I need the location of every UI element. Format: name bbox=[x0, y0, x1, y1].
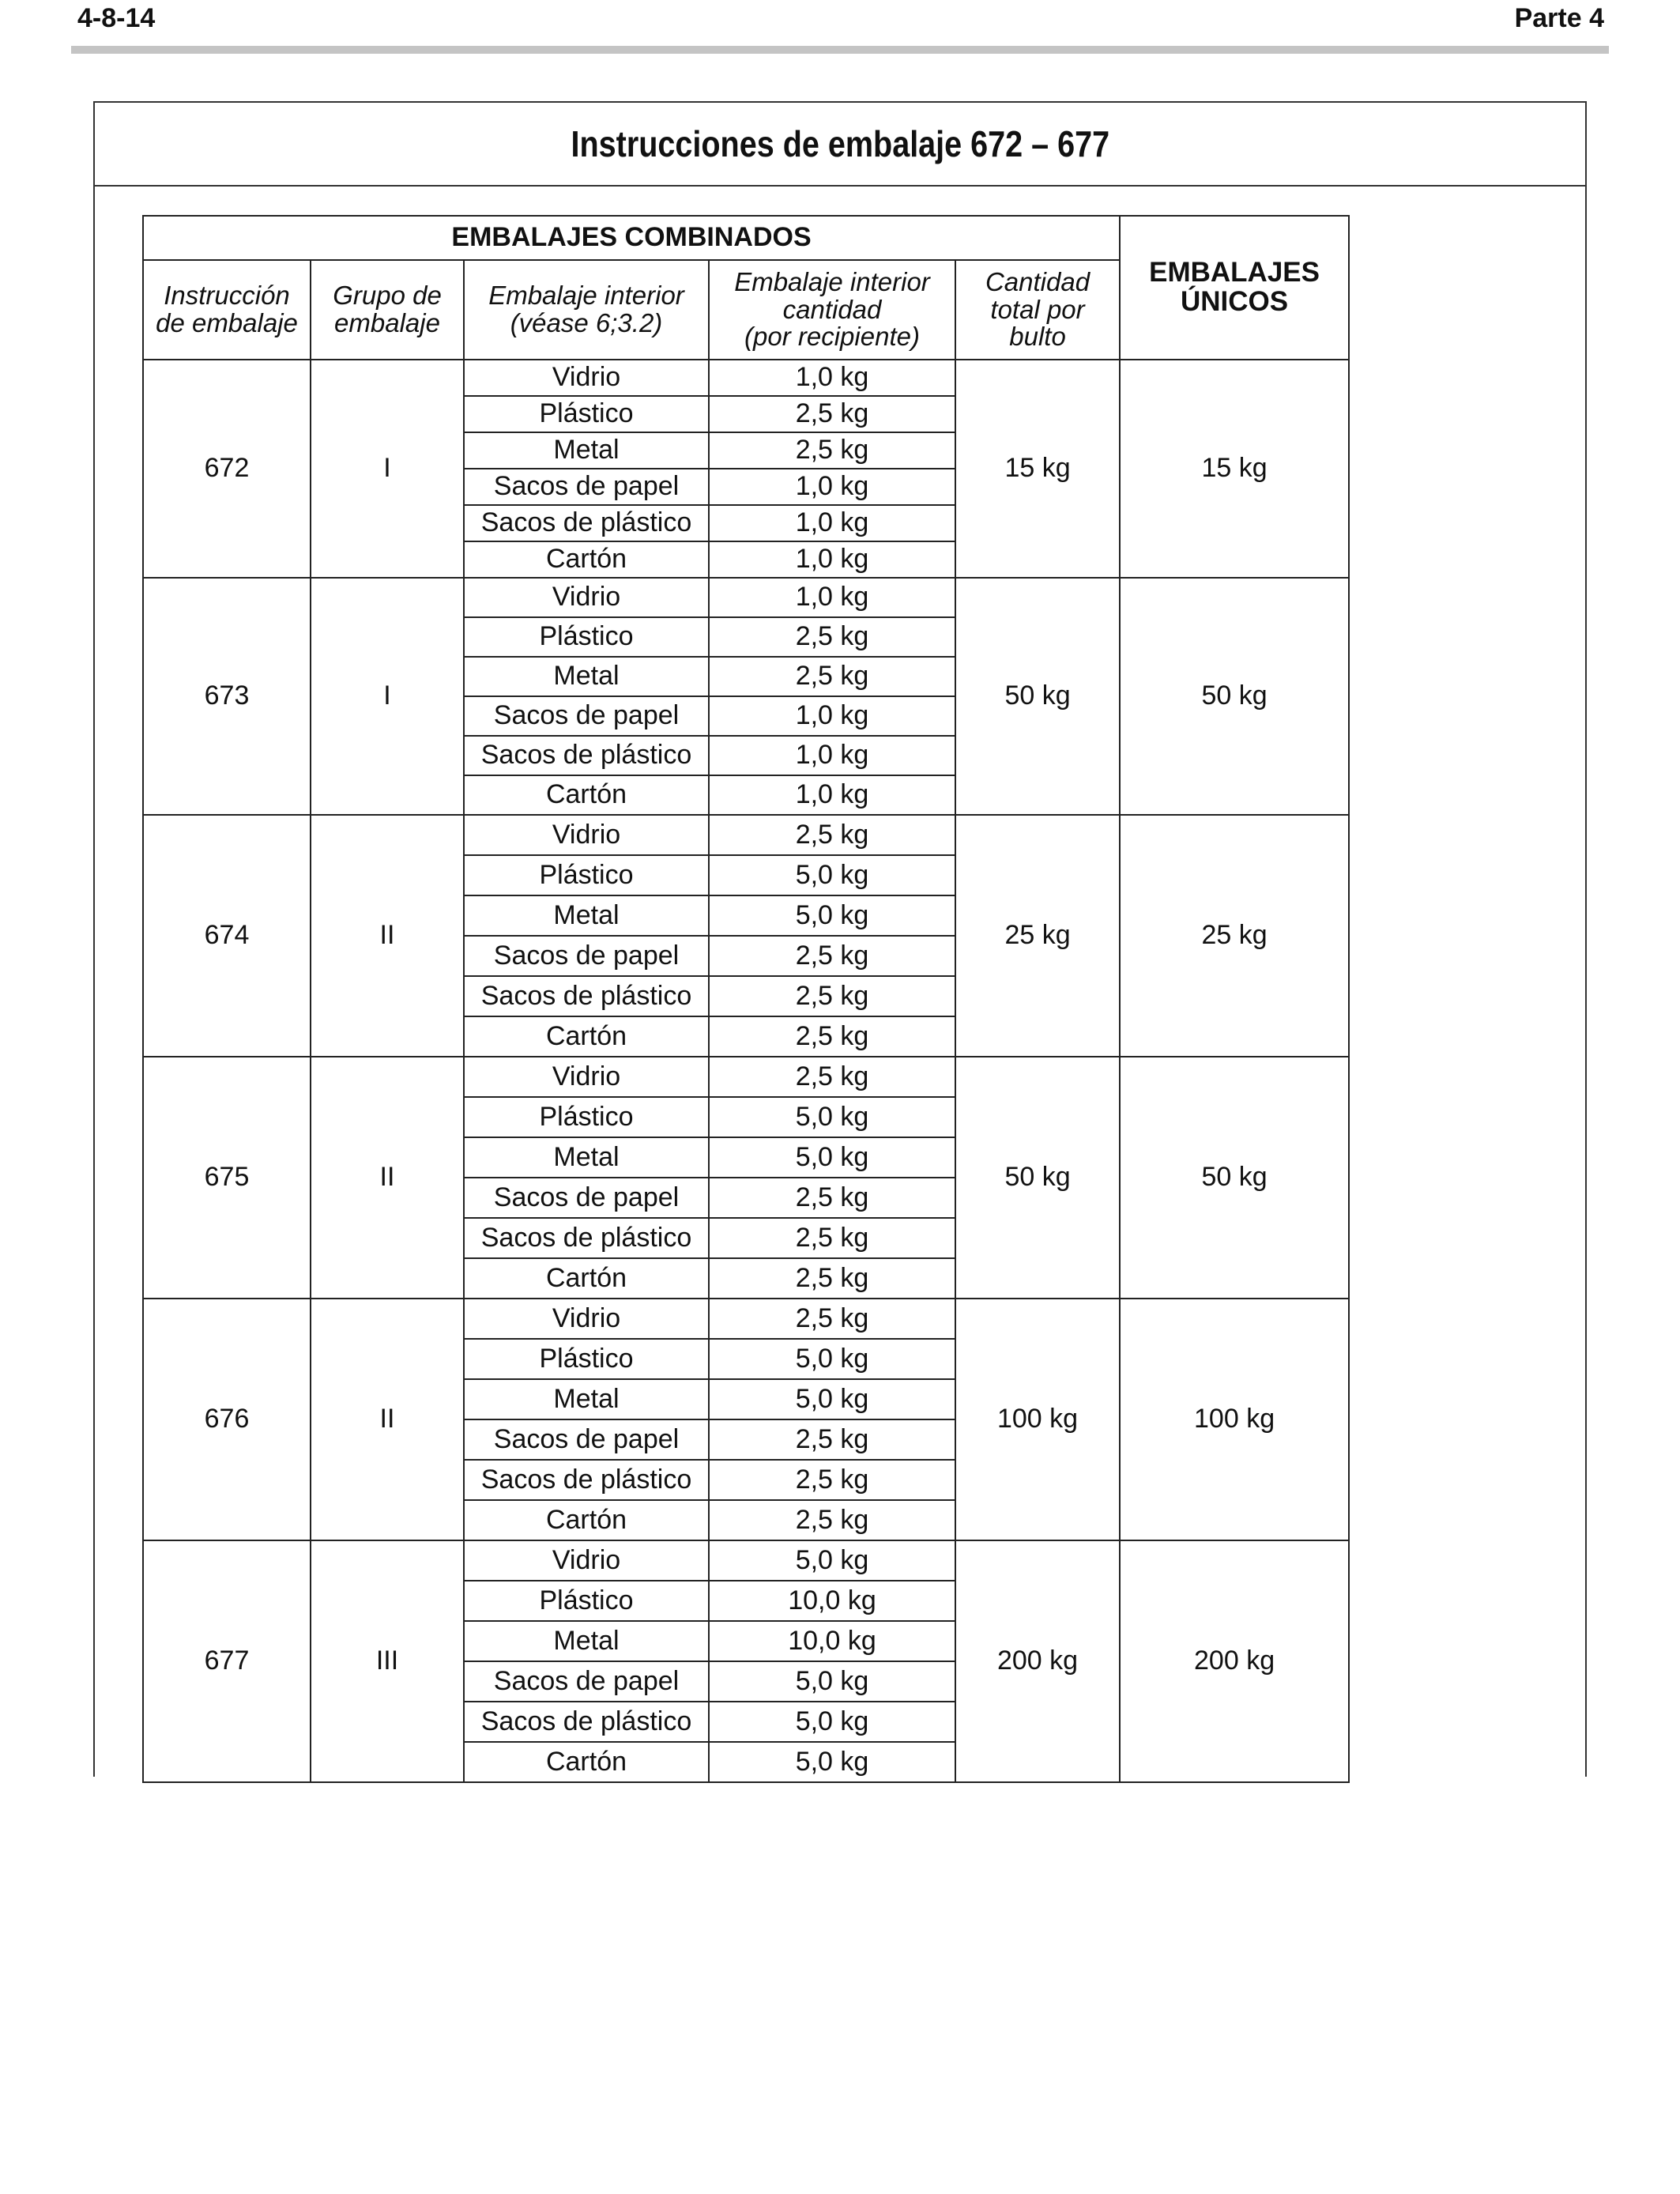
column-header-line: total por bbox=[990, 294, 1085, 324]
inner-packaging-cell: Sacos de papel bbox=[464, 469, 709, 505]
inner-quantity-cell: 2,5 kg bbox=[709, 617, 955, 657]
total-quantity-cell: 15 kg bbox=[955, 360, 1120, 578]
packing-group-cell: I bbox=[311, 578, 464, 815]
inner-packaging-cell: Cartón bbox=[464, 1258, 709, 1299]
inner-packaging-cell: Metal bbox=[464, 895, 709, 936]
table-row bbox=[143, 578, 1349, 617]
inner-packaging-cell: Vidrio bbox=[464, 1299, 709, 1339]
inner-quantity-cell: 1,0 kg bbox=[709, 736, 955, 775]
inner-quantity-cell: 1,0 kg bbox=[709, 775, 955, 815]
inner-quantity-cell: 1,0 kg bbox=[709, 578, 955, 617]
total-quantity-cell: 50 kg bbox=[955, 578, 1120, 815]
packing-group-cell: III bbox=[311, 1540, 464, 1782]
inner-quantity-cell: 5,0 kg bbox=[709, 1661, 955, 1702]
inner-quantity-cell: 2,5 kg bbox=[709, 936, 955, 976]
inner-quantity-cell: 1,0 kg bbox=[709, 469, 955, 505]
inner-packaging-cell: Sacos de papel bbox=[464, 1661, 709, 1702]
inner-quantity-cell: 5,0 kg bbox=[709, 855, 955, 895]
total-quantity-cell: 50 kg bbox=[955, 1057, 1120, 1299]
inner-packaging-cell: Cartón bbox=[464, 541, 709, 578]
column-header-line: Grupo de bbox=[333, 281, 442, 311]
single-packagings-header bbox=[1120, 216, 1349, 360]
total-quantity-cell: 200 kg bbox=[955, 1540, 1120, 1782]
inner-quantity-cell: 2,5 kg bbox=[709, 976, 955, 1016]
inner-quantity-cell: 2,5 kg bbox=[709, 1419, 955, 1460]
inner-quantity-cell: 2,5 kg bbox=[709, 1057, 955, 1097]
column-header-line: Embalaje interior bbox=[734, 267, 930, 297]
total-quantity-cell: 25 kg bbox=[955, 815, 1120, 1057]
inner-packaging-cell: Sacos de plástico bbox=[464, 505, 709, 541]
inner-packaging-cell: Sacos de papel bbox=[464, 1178, 709, 1218]
instruction-number-cell: 677 bbox=[143, 1540, 311, 1782]
col-header-packing-group bbox=[311, 260, 464, 360]
inner-packaging-cell: Cartón bbox=[464, 1742, 709, 1782]
inner-packaging-cell: Sacos de papel bbox=[464, 1419, 709, 1460]
inner-packaging-cell: Metal bbox=[464, 1379, 709, 1419]
inner-packaging-cell: Plástico bbox=[464, 855, 709, 895]
inner-quantity-cell: 1,0 kg bbox=[709, 541, 955, 578]
inner-packaging-cell: Sacos de papel bbox=[464, 936, 709, 976]
packing-group-cell: II bbox=[311, 815, 464, 1057]
total-quantity-cell: 100 kg bbox=[955, 1299, 1120, 1540]
frame-title bbox=[95, 103, 1585, 187]
single-packaging-cell: 200 kg bbox=[1120, 1540, 1349, 1782]
inner-packaging-cell: Sacos de plástico bbox=[464, 1460, 709, 1500]
inner-quantity-cell: 2,5 kg bbox=[709, 1460, 955, 1500]
single-packaging-cell: 50 kg bbox=[1120, 578, 1349, 815]
inner-packaging-cell: Metal bbox=[464, 657, 709, 696]
inner-quantity-cell: 5,0 kg bbox=[709, 1339, 955, 1379]
single-header-line-2: ÚNICOS bbox=[1181, 286, 1289, 317]
packing-group-cell: I bbox=[311, 360, 464, 578]
inner-packaging-cell: Plástico bbox=[464, 1339, 709, 1379]
inner-packaging-cell: Metal bbox=[464, 1621, 709, 1661]
inner-packaging-cell: Cartón bbox=[464, 1016, 709, 1057]
inner-quantity-cell: 2,5 kg bbox=[709, 1016, 955, 1057]
column-header-line: (por recipiente) bbox=[744, 322, 920, 352]
instruction-number-cell: 672 bbox=[143, 360, 311, 578]
instruction-number-cell: 673 bbox=[143, 578, 311, 815]
inner-quantity-cell: 1,0 kg bbox=[709, 360, 955, 396]
inner-packaging-cell: Plástico bbox=[464, 396, 709, 432]
col-header-total-quantity bbox=[955, 260, 1120, 360]
inner-quantity-cell: 5,0 kg bbox=[709, 1379, 955, 1419]
inner-packaging-cell: Plástico bbox=[464, 1581, 709, 1621]
table-row bbox=[143, 1540, 1349, 1581]
packing-table bbox=[142, 215, 1350, 1783]
inner-quantity-cell: 5,0 kg bbox=[709, 895, 955, 936]
packing-group-cell: II bbox=[311, 1299, 464, 1540]
col-header-inner-packaging bbox=[464, 260, 709, 360]
table-body bbox=[143, 360, 1349, 1782]
inner-quantity-cell: 5,0 kg bbox=[709, 1137, 955, 1178]
inner-quantity-cell: 5,0 kg bbox=[709, 1702, 955, 1742]
column-header-line: cantidad bbox=[782, 294, 882, 324]
instruction-number-cell: 675 bbox=[143, 1057, 311, 1299]
inner-packaging-cell: Sacos de plástico bbox=[464, 976, 709, 1016]
column-header-line: (véase 6;3.2) bbox=[510, 308, 663, 337]
page-number: 4-8-14 bbox=[77, 3, 156, 33]
inner-packaging-cell: Sacos de papel bbox=[464, 696, 709, 736]
table-row bbox=[143, 1057, 1349, 1097]
inner-packaging-cell: Vidrio bbox=[464, 815, 709, 855]
instruction-number-cell: 674 bbox=[143, 815, 311, 1057]
inner-packaging-cell: Plástico bbox=[464, 1097, 709, 1137]
inner-quantity-cell: 2,5 kg bbox=[709, 1500, 955, 1540]
inner-quantity-cell: 2,5 kg bbox=[709, 815, 955, 855]
inner-quantity-cell: 2,5 kg bbox=[709, 432, 955, 469]
header-rule bbox=[71, 46, 1609, 54]
inner-packaging-cell: Metal bbox=[464, 432, 709, 469]
inner-packaging-cell: Vidrio bbox=[464, 360, 709, 396]
column-header-line: Instrucción bbox=[164, 281, 290, 311]
inner-quantity-cell: 10,0 kg bbox=[709, 1621, 955, 1661]
inner-packaging-cell: Vidrio bbox=[464, 1057, 709, 1097]
column-header-line: bulto bbox=[1009, 322, 1066, 352]
inner-quantity-cell: 10,0 kg bbox=[709, 1581, 955, 1621]
table-row bbox=[143, 360, 1349, 396]
column-header-line: Cantidad bbox=[985, 267, 1090, 297]
table-row bbox=[143, 815, 1349, 855]
inner-packaging-cell: Vidrio bbox=[464, 578, 709, 617]
inner-packaging-cell: Sacos de plástico bbox=[464, 1218, 709, 1258]
inner-quantity-cell: 5,0 kg bbox=[709, 1742, 955, 1782]
part-label: Parte 4 bbox=[1514, 3, 1604, 33]
single-packaging-cell: 25 kg bbox=[1120, 815, 1349, 1057]
inner-quantity-cell: 2,5 kg bbox=[709, 1258, 955, 1299]
packing-group-cell: II bbox=[311, 1057, 464, 1299]
inner-packaging-cell: Plástico bbox=[464, 617, 709, 657]
column-header-line: de embalaje bbox=[156, 308, 298, 337]
inner-packaging-cell: Vidrio bbox=[464, 1540, 709, 1581]
inner-packaging-cell: Sacos de plástico bbox=[464, 736, 709, 775]
inner-quantity-cell: 2,5 kg bbox=[709, 1218, 955, 1258]
single-packaging-cell: 100 kg bbox=[1120, 1299, 1349, 1540]
column-header-line: Embalaje interior bbox=[488, 281, 684, 311]
column-header-line: embalaje bbox=[334, 308, 440, 337]
inner-quantity-cell: 5,0 kg bbox=[709, 1540, 955, 1581]
inner-quantity-cell: 2,5 kg bbox=[709, 1178, 955, 1218]
single-header-line-1: EMBALAJES bbox=[1149, 257, 1320, 288]
page-header bbox=[73, 3, 1607, 43]
page-title: Instrucciones de embalaje 672 – 677 bbox=[571, 123, 1109, 164]
col-header-inner-quantity bbox=[709, 260, 955, 360]
inner-quantity-cell: 2,5 kg bbox=[709, 657, 955, 696]
inner-quantity-cell: 1,0 kg bbox=[709, 505, 955, 541]
inner-quantity-cell: 5,0 kg bbox=[709, 1097, 955, 1137]
col-header-instruction bbox=[143, 260, 311, 360]
instruction-number-cell: 676 bbox=[143, 1299, 311, 1540]
inner-packaging-cell: Sacos de plástico bbox=[464, 1702, 709, 1742]
table-row bbox=[143, 1299, 1349, 1339]
inner-quantity-cell: 2,5 kg bbox=[709, 1299, 955, 1339]
inner-packaging-cell: Cartón bbox=[464, 1500, 709, 1540]
combined-packagings-header: EMBALAJES COMBINADOS bbox=[143, 216, 1120, 260]
inner-quantity-cell: 2,5 kg bbox=[709, 396, 955, 432]
single-packaging-cell: 50 kg bbox=[1120, 1057, 1349, 1299]
single-packaging-cell: 15 kg bbox=[1120, 360, 1349, 578]
inner-packaging-cell: Metal bbox=[464, 1137, 709, 1178]
inner-packaging-cell: Cartón bbox=[464, 775, 709, 815]
inner-quantity-cell: 1,0 kg bbox=[709, 696, 955, 736]
